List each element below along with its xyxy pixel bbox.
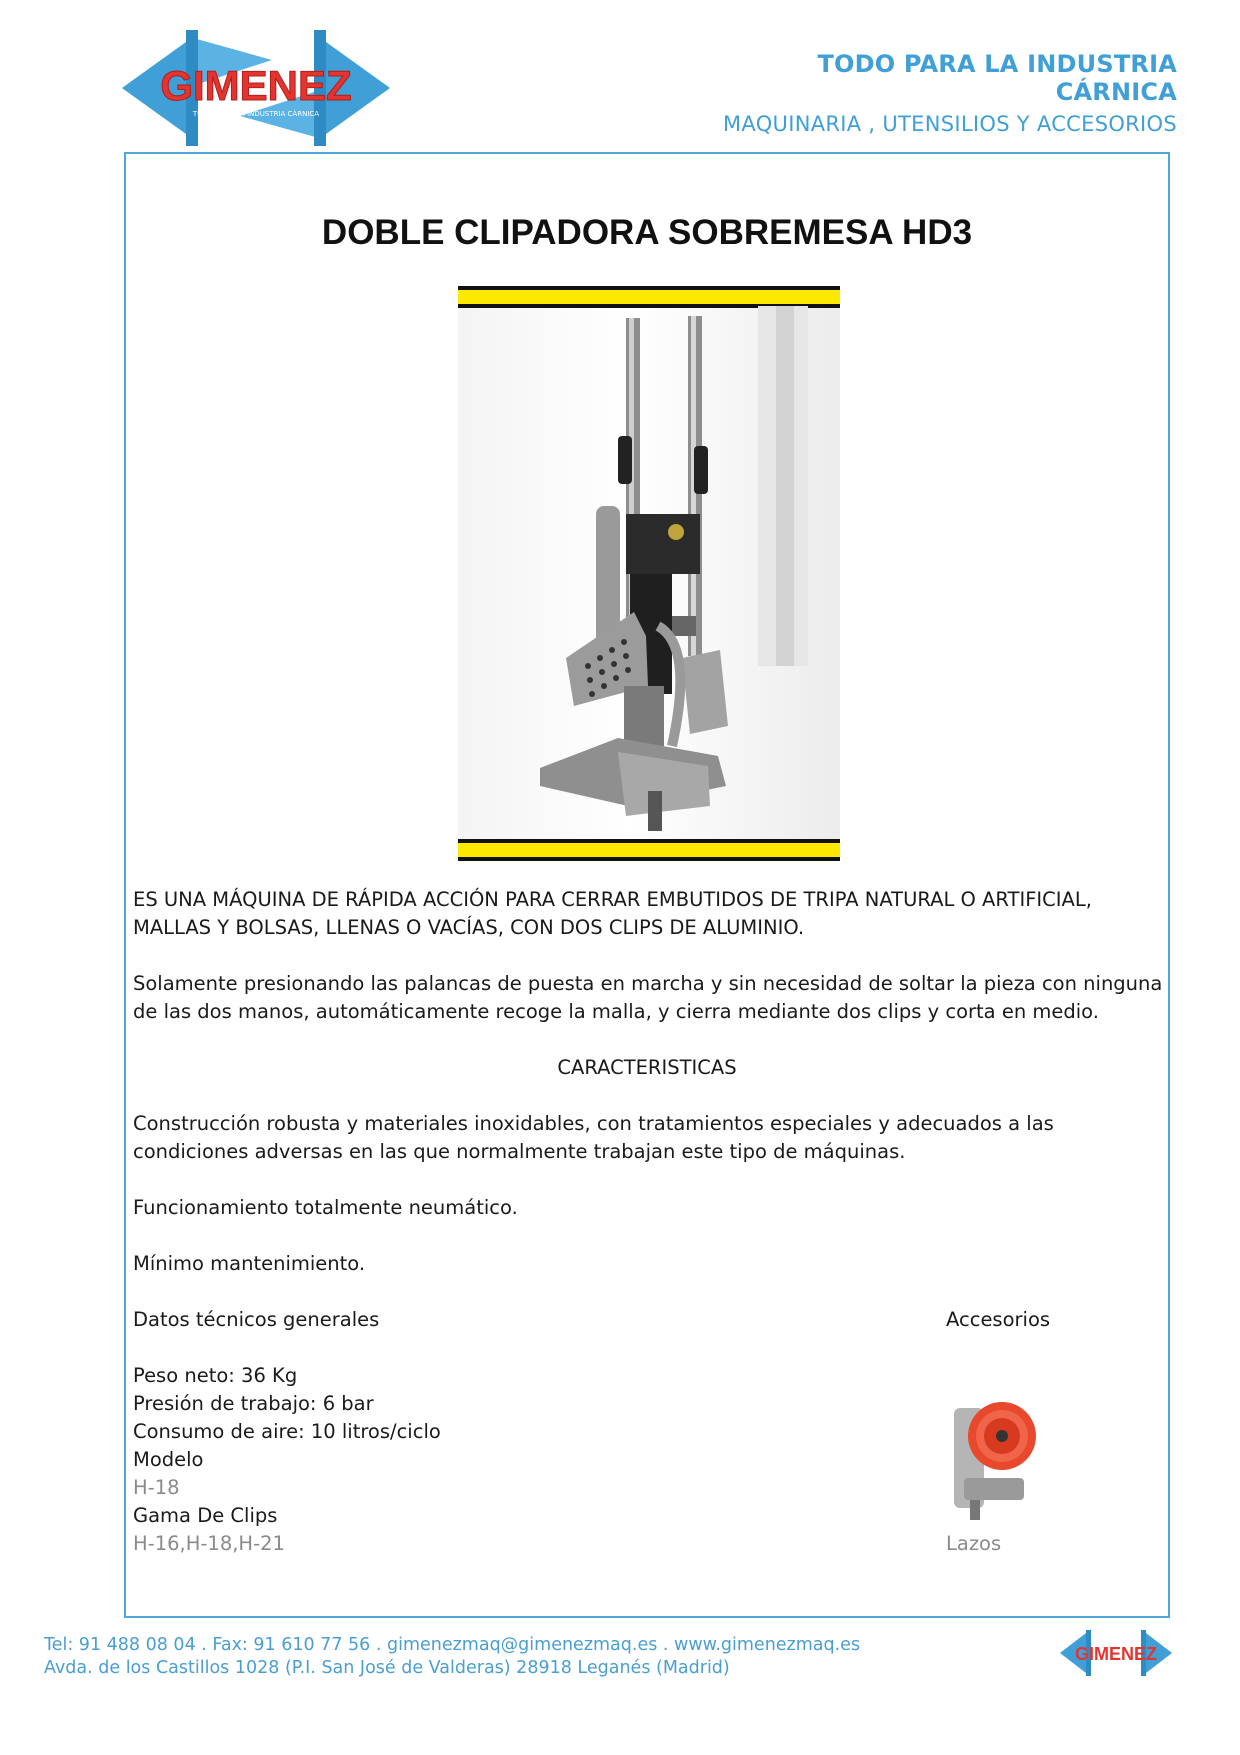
spec-model-label: Modelo xyxy=(133,1448,204,1471)
feature-item: Mínimo mantenimiento. xyxy=(133,1252,366,1275)
spec-weight: Peso neto: 36 Kg xyxy=(133,1364,298,1387)
header-tagline xyxy=(697,50,1177,136)
accessories-heading: Accesorios xyxy=(946,1308,1051,1331)
page-title: DOBLE CLIPADORA SOBREMESA HD3 xyxy=(321,213,973,252)
spec-pressure: Presión de trabajo: 6 bar xyxy=(133,1392,374,1415)
footer-address-line: Avda. de los Castillos 1028 (P.I. San José de Valderas) 28918 Leganés (Madrid) xyxy=(44,1658,730,1678)
description-paragraph: Solamente presionando las palancas de puesta en marcha y sin necesidad de soltar la pieza con ninguna de las dos manos, automáticamente recoge la malla, y cierra mediante dos clips y corta en medio. xyxy=(133,972,1163,1023)
feature-item: Construcción robusta y materiales inoxidables, con tratamientos especiales y adecuados a las condiciones adversas en las que normalmente trabajan este tipo de máquinas. xyxy=(133,1112,1054,1163)
logo-brand-text: GIMENEZ xyxy=(160,62,352,109)
spec-clip-range-value: H-16,H-18,H-21 xyxy=(133,1532,285,1555)
loop-reel-image xyxy=(950,1378,1038,1528)
spec-air-consumption: Consumo de aire: 10 litros/ciclo xyxy=(133,1420,441,1443)
clipping-machine-illustration xyxy=(458,286,840,861)
specs-heading: Datos técnicos generales xyxy=(133,1308,380,1331)
features-heading: CARACTERISTICAS xyxy=(557,1056,737,1079)
photo-bottom-stripe xyxy=(458,839,840,861)
intro-paragraph: ES UNA MÁQUINA DE RÁPIDA ACCIÓN PARA CERRAR EMBUTIDOS DE TRIPA NATURAL O ARTIFICIAL, MALLAS Y BOLSAS, LLENAS O VACÍAS, CON DOS CLIPS DE ALUMINIO. xyxy=(133,888,1092,939)
footer-gimenez-logo xyxy=(1060,1628,1172,1678)
tagline-sub: MAQUINARIA , UTENSILIOS Y ACCESORIOS xyxy=(723,112,1177,136)
logo-sub-text: TODO PARA LA INDUSTRIA CÁRNICA xyxy=(192,110,320,118)
tagline-main: TODO PARA LA INDUSTRIA CÁRNICA xyxy=(817,50,1177,106)
spec-model-value: H-18 xyxy=(133,1476,180,1499)
gimenez-logo xyxy=(122,30,390,146)
product-photo xyxy=(458,286,840,861)
footer-logo-text: GIMENEZ xyxy=(1074,1644,1158,1664)
accessory-item: Lazos xyxy=(946,1532,1002,1555)
footer-contact-line: Tel: 91 488 08 04 . Fax: 91 610 77 56 . gimenezmaq@gimenezmaq.es . www.gimenezmaq.es xyxy=(44,1635,861,1655)
footer-contact xyxy=(44,1634,860,1680)
feature-item: Funcionamiento totalmente neumático. xyxy=(133,1196,518,1219)
spec-clip-range-label: Gama De Clips xyxy=(133,1504,278,1527)
